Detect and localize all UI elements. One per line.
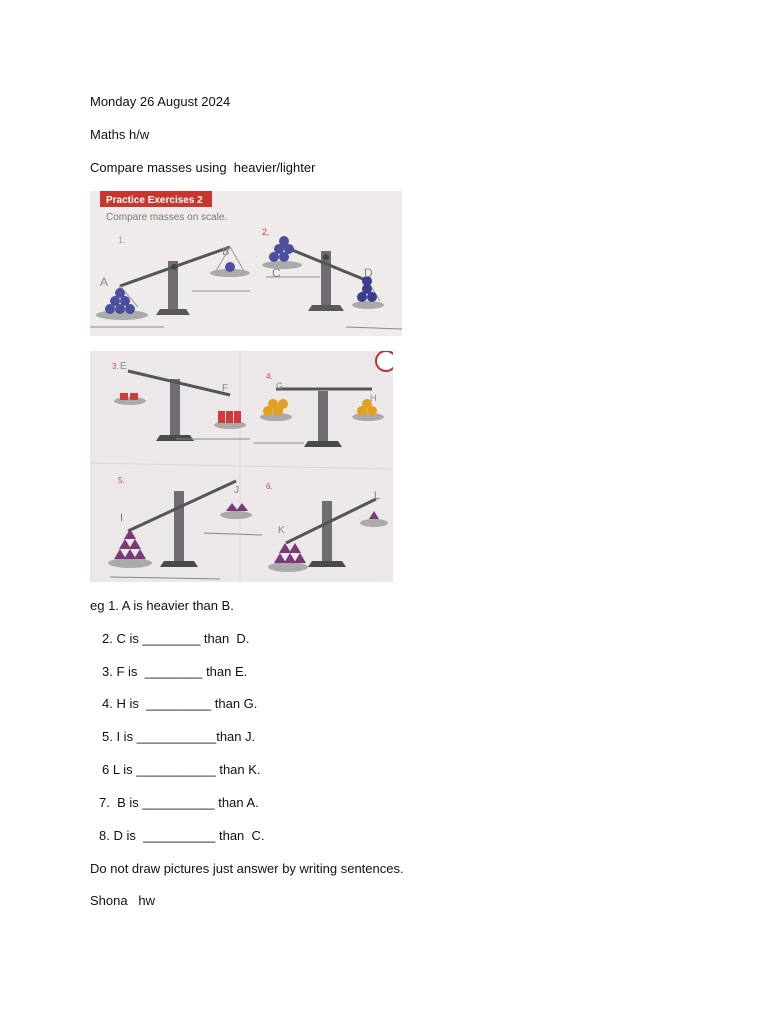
label-h: H <box>370 393 377 403</box>
corner-badge <box>376 351 393 371</box>
label-a: A <box>100 275 109 289</box>
exercise-number-3: 3. <box>112 362 119 371</box>
practice-heading: Practice Exercises 2 <box>106 195 203 206</box>
question-5: 5. I is ___________than J. <box>102 729 256 744</box>
worksheet-photo-1 <box>90 191 402 336</box>
practice-instruction: Compare masses on scale. <box>106 212 228 223</box>
subject-line: Maths h/w <box>90 127 150 142</box>
exercise-number-5: 5. <box>118 476 125 485</box>
question-4: 4. H is _________ than G. <box>102 696 258 711</box>
question-3: 3. F is ________ than E. <box>102 664 248 679</box>
date-line: Monday 26 August 2024 <box>90 94 231 109</box>
question-8: 8. D is __________ than C. <box>99 828 265 843</box>
question-6: 6 L is ___________ than K. <box>102 762 261 777</box>
label-g: G <box>276 381 284 391</box>
instruction-note: Do not draw pictures just answer by writing sentences. <box>90 861 404 876</box>
question-7: 7. B is __________ than A. <box>99 795 259 810</box>
signature-line: Shona hw <box>90 893 156 908</box>
exercise-number-2: 2. <box>262 227 270 237</box>
label-l: L <box>374 490 381 502</box>
label-i: I <box>120 512 124 524</box>
label-b: B <box>222 246 230 258</box>
label-k: K <box>278 525 285 536</box>
question-2: 2. C is ________ than D. <box>102 631 250 646</box>
label-j: J <box>234 485 239 496</box>
label-f: F <box>222 383 229 394</box>
task-line: Compare masses using heavier/lighter <box>90 160 316 175</box>
worksheet-photo-2 <box>90 351 393 582</box>
label-d: D <box>364 266 373 280</box>
exercise-number-1: 1. <box>118 235 126 245</box>
exercise-number-6: 6. <box>266 482 273 491</box>
label-c: C <box>272 266 281 280</box>
label-e: E <box>120 361 127 372</box>
example-line: eg 1. A is heavier than B. <box>90 598 234 613</box>
exercise-number-4: 4. <box>266 372 273 381</box>
